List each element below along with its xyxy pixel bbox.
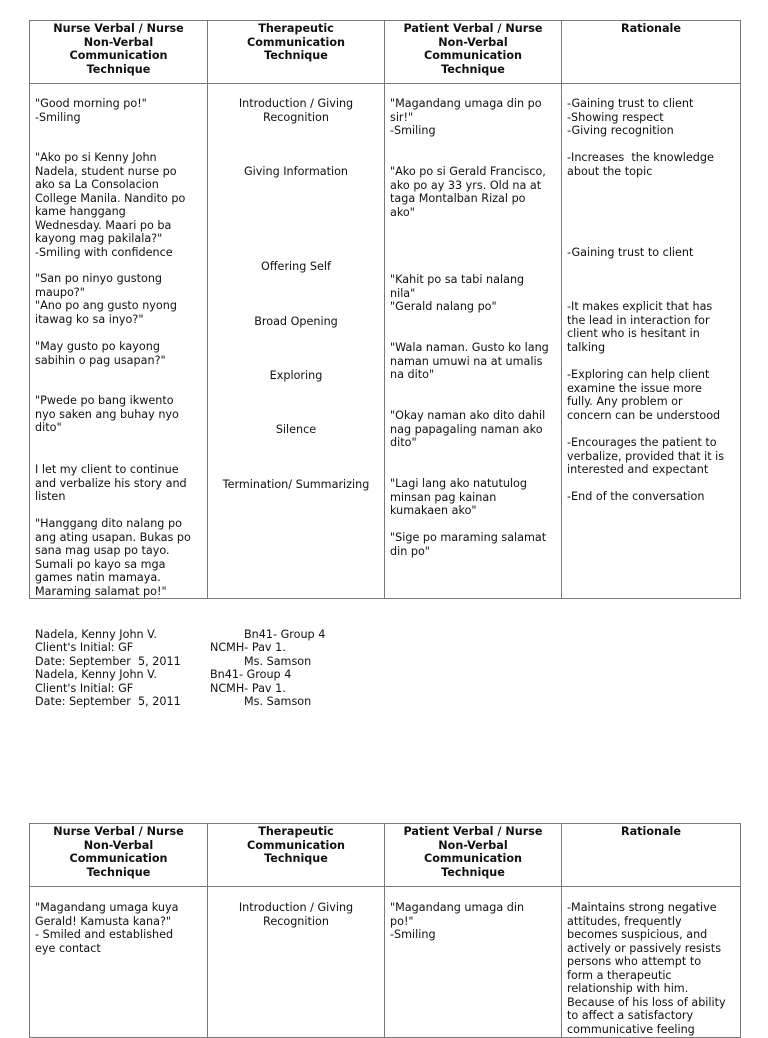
nurse-entry: "May gusto po kayong sabihin o pag usapan?" bbox=[35, 340, 166, 367]
nurse-verbal-cell bbox=[30, 887, 208, 1038]
nurse-verbal-cell bbox=[30, 84, 208, 599]
technique-cell bbox=[208, 887, 385, 1038]
rationale-entry: -It makes explicit that has the lead in interaction for client who is hesitant in talking bbox=[567, 300, 713, 354]
nurse-entry: "San po ninyo gustong maupo?" "Ano po ang gusto nyong itawag ko sa inyo?" bbox=[35, 272, 177, 326]
patient-verbal-cell bbox=[385, 887, 562, 1038]
rationale-entry: -Exploring can help client examine the issue more fully. Any problem or concern can be understood bbox=[567, 368, 721, 422]
header-nurse-verbal: Nurse Verbal / Nurse Non-Verbal Communication Technique bbox=[30, 824, 208, 887]
table-row bbox=[30, 84, 741, 599]
student-name: Nadela, Kenny John V. bbox=[35, 668, 157, 681]
patient-entry: "Lagi lang ako natutulog minsan pag kainan kumakaen ako" bbox=[390, 477, 528, 517]
technique-entry: Offering Self bbox=[261, 260, 331, 273]
patient-verbal-cell bbox=[385, 84, 562, 599]
rationale-cell bbox=[562, 887, 741, 1038]
patient-entry: "Okay naman ako dito dahil nag papagaling naman ako dito" bbox=[390, 409, 546, 449]
patient-entry: "Magandang umaga din po!" -Smiling bbox=[390, 901, 525, 941]
client-initial: Client's Initial: GF bbox=[35, 682, 134, 695]
technique-entry: Introduction / Giving Recognition bbox=[238, 901, 354, 928]
instructor: Ms. Samson bbox=[244, 655, 312, 668]
date: Date: September 5, 2011 bbox=[35, 655, 181, 668]
technique-entry: Giving Information bbox=[243, 165, 348, 178]
ward: NCMH- Pav 1. bbox=[210, 682, 286, 695]
nurse-entry: "Hanggang dito nalang po ang ating usapan. Bukas po sana mag usap po tayo. Sumali po kayo sa mga games natin mamaya. Maraming salamat po!" bbox=[35, 517, 191, 598]
group: Bn41- Group 4 bbox=[244, 628, 326, 641]
patient-entry: "Sige po maraming salamat din po" bbox=[390, 531, 547, 558]
patient-entry: "Ako po si Gerald Francisco, ako po ay 33 yrs. Old na at taga Montalban Rizal po ako" bbox=[390, 165, 546, 219]
technique-entry: Termination/ Summarizing bbox=[222, 478, 370, 491]
header-therapeutic-technique: Therapeutic Communication Technique bbox=[208, 21, 385, 84]
technique-entry: Silence bbox=[275, 423, 317, 436]
rationale-entry: -Gaining trust to client bbox=[567, 246, 694, 259]
nurse-entry: "Good morning po!" -Smiling bbox=[35, 97, 147, 124]
rationale-entry: -Encourages the patient to verbalize, provided that it is interested and expectant bbox=[567, 436, 725, 476]
process-recording-table-1 bbox=[29, 20, 741, 599]
technique-entry: Broad Opening bbox=[254, 315, 338, 328]
rationale-cell bbox=[562, 84, 741, 599]
patient-entry: "Magandang umaga din po sir!" -Smiling bbox=[390, 97, 542, 137]
header-patient-verbal: Patient Verbal / Nurse Non-Verbal Communication Technique bbox=[385, 824, 562, 887]
ward: NCMH- Pav 1. bbox=[210, 641, 286, 654]
process-recording-table-2 bbox=[29, 823, 741, 1038]
patient-entry: "Kahit po sa tabi nalang nila" "Gerald nalang po" bbox=[390, 273, 525, 313]
header-patient-verbal: Patient Verbal / Nurse Non-Verbal Communication Technique bbox=[385, 21, 562, 84]
nurse-entry: I let my client to continue and verbalize his story and listen bbox=[35, 463, 187, 503]
rationale-entry: -Maintains strong negative attitudes, frequently becomes suspicious, and actively or passively resists persons who attempt to form a therapeutic relationship with him. Because of his loss of ability to affect a satisfactory communicative feeling bbox=[567, 901, 726, 1036]
group: Bn41- Group 4 bbox=[210, 668, 292, 681]
technique-entry: Exploring bbox=[269, 369, 323, 382]
client-initial: Client's Initial: GF bbox=[35, 641, 134, 654]
nurse-entry: "Magandang umaga kuya Gerald! Kamusta kana?" - Smiled and established eye contact bbox=[35, 901, 179, 955]
rationale-entry: -Increases the knowledge about the topic bbox=[567, 151, 714, 178]
table-header-row bbox=[30, 824, 741, 887]
student-name: Nadela, Kenny John V. bbox=[35, 628, 157, 641]
header-therapeutic-technique: Therapeutic Communication Technique bbox=[208, 824, 385, 887]
header-nurse-verbal: Nurse Verbal / Nurse Non-Verbal Communication Technique bbox=[30, 21, 208, 84]
patient-entry: "Wala naman. Gusto ko lang naman umuwi na at umalis na dito" bbox=[390, 341, 549, 381]
date: Date: September 5, 2011 bbox=[35, 695, 181, 708]
table-row bbox=[30, 887, 741, 1038]
table-header-row bbox=[30, 21, 741, 84]
rationale-entry: -Gaining trust to client -Showing respect -Giving recognition bbox=[567, 97, 694, 137]
technique-cell bbox=[208, 84, 385, 599]
technique-entry: Introduction / Giving Recognition bbox=[238, 97, 354, 124]
rationale-entry: -End of the conversation bbox=[567, 490, 705, 503]
nurse-entry: "Pwede po bang ikwento nyo saken ang buhay nyo dito" bbox=[35, 394, 179, 434]
header-rationale: Rationale bbox=[562, 21, 741, 84]
nurse-entry: "Ako po si Kenny John Nadela, student nurse po ako sa La Consolacion College Manila. Nandito po kame hanggang Wednesday. Maari po ba kayong mag pakilala?" -Smiling with confidence bbox=[35, 151, 186, 259]
header-rationale: Rationale bbox=[562, 824, 741, 887]
instructor: Ms. Samson bbox=[244, 695, 312, 708]
